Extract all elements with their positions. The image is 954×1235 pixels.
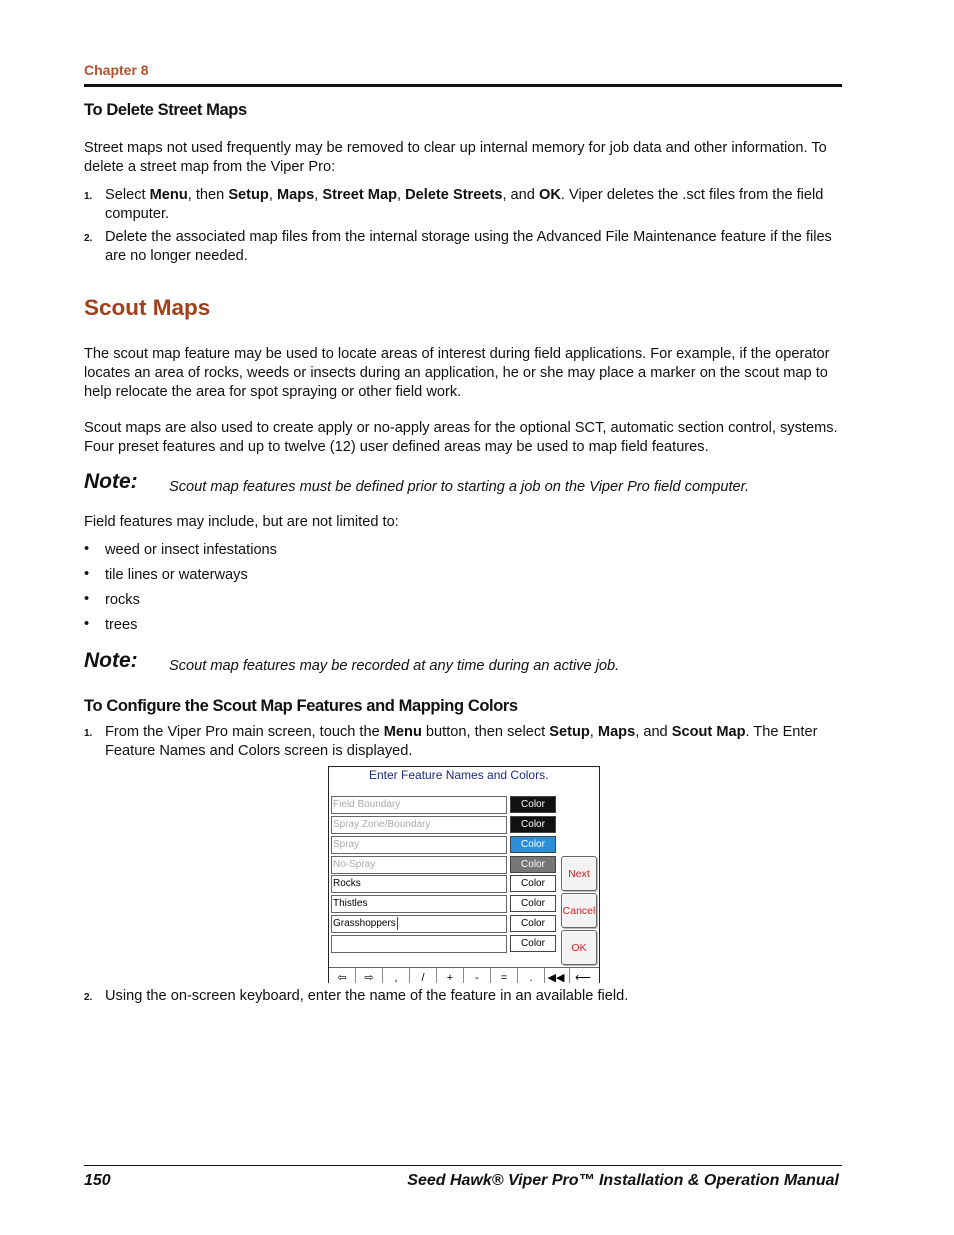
delete-step-2 <box>84 228 844 266</box>
minus-key[interactable]: - <box>464 968 491 983</box>
plus-key[interactable]: + <box>437 968 464 983</box>
note-2 <box>84 649 844 675</box>
color-button[interactable]: Color <box>510 875 556 892</box>
color-button[interactable]: Color <box>510 915 556 932</box>
manual-title: Seed Hawk® Viper Pro™ Installation & Operation Manual <box>407 1172 839 1189</box>
on-screen-keyboard <box>329 967 599 983</box>
step-text: Delete the associated map files from the internal storage using the Advanced File Maintenance feature if the files are no longer needed. <box>105 229 832 264</box>
step-text: Using the on-screen keyboard, enter the name of the feature in an available field. <box>105 988 629 1004</box>
feature-name-field[interactable]: Field Boundary <box>331 796 507 814</box>
step-number: 1. <box>84 728 93 739</box>
color-button[interactable]: Color <box>510 856 556 873</box>
delete-step-1 <box>84 186 844 224</box>
feature-name-field[interactable]: No-Spray <box>331 856 507 874</box>
equals-key[interactable]: = <box>491 968 518 983</box>
configure-step-2 <box>84 987 844 1007</box>
double-back-key[interactable]: ◀◀ <box>543 968 570 983</box>
cancel-button[interactable]: Cancel <box>561 893 597 928</box>
scout-paragraph-2: Scout maps are also used to create apply or no-apply areas for the optional SCT, automatic section control, systems. Four preset features and up to twelve (12) user defined areas may be used to map field features. <box>84 420 838 455</box>
header-rule <box>84 84 842 87</box>
note-label: Note: <box>84 470 138 493</box>
feature-name-field[interactable]: Rocks <box>331 875 507 893</box>
step-text: Select Menu, then Setup, Maps, Street Map, Delete Streets, and OK. Viper deletes the .sct files from the field computer. <box>105 187 824 222</box>
right-arrow-key[interactable]: ⇨ <box>356 968 383 983</box>
delete-intro-paragraph: Street maps not used frequently may be removed to clear up internal memory for job data and other information. To delete a street map from the Viper Pro: <box>84 140 827 175</box>
note-label: Note: <box>84 649 138 672</box>
feature-names-screen <box>328 766 600 983</box>
note-1 <box>84 470 844 496</box>
backspace-key[interactable]: ⟵ <box>575 972 591 983</box>
color-button[interactable]: Color <box>510 816 556 833</box>
note-text: Scout map features may be recorded at any time during an active job. <box>169 658 620 674</box>
scout-paragraph-1: The scout map feature may be used to locate areas of interest during field applications. For example, if the operator locates an area of rocks, weeds or insects during an application, he or she may place a marker on the scout map to help relocate the area for spot spraying or other field work. <box>84 346 830 400</box>
footer-rule <box>84 1165 842 1166</box>
ok-button[interactable]: OK <box>561 930 597 965</box>
step-number: 2. <box>84 233 93 244</box>
features-intro: Field features may include, but are not limited to: <box>84 514 399 530</box>
color-button[interactable]: Color <box>510 895 556 912</box>
left-arrow-key[interactable]: ⇦ <box>329 968 356 983</box>
feature-name-field[interactable]: Spray <box>331 836 507 854</box>
scout-maps-heading: Scout Maps <box>84 295 211 320</box>
chapter-label: Chapter 8 <box>84 62 149 78</box>
feature-name-field[interactable] <box>331 935 507 953</box>
page-number: 150 <box>84 1172 111 1189</box>
configure-heading: To Configure the Scout Map Features and Mapping Colors <box>84 697 518 715</box>
slash-key[interactable]: / <box>410 968 437 983</box>
screen-title: Enter Feature Names and Colors. <box>369 768 549 782</box>
feature-name-field[interactable]: Spray Zone/Boundary <box>331 816 507 834</box>
step-number: 1. <box>84 191 93 202</box>
step-number: 2. <box>84 992 93 1003</box>
feature-name-field[interactable]: Grasshoppers <box>331 915 507 933</box>
comma-key[interactable]: , <box>383 968 410 983</box>
note-text: Scout map features must be defined prior to starting a job on the Viper Pro field computer. <box>169 479 750 495</box>
period-key[interactable]: . <box>518 968 545 983</box>
text-cursor <box>397 917 398 930</box>
color-button[interactable]: Color <box>510 836 556 853</box>
color-button[interactable]: Color <box>510 935 556 952</box>
step-text: From the Viper Pro main screen, touch the Menu button, then select Setup, Maps, and Scout Map. The Enter Feature Names and Colors screen is displayed. <box>105 724 818 759</box>
feature-name-field[interactable]: Thistles <box>331 895 507 913</box>
color-button[interactable]: Color <box>510 796 556 813</box>
configure-step-1 <box>84 723 844 761</box>
delete-street-maps-heading: To Delete Street Maps <box>84 101 247 119</box>
next-button[interactable]: Next <box>561 856 597 891</box>
